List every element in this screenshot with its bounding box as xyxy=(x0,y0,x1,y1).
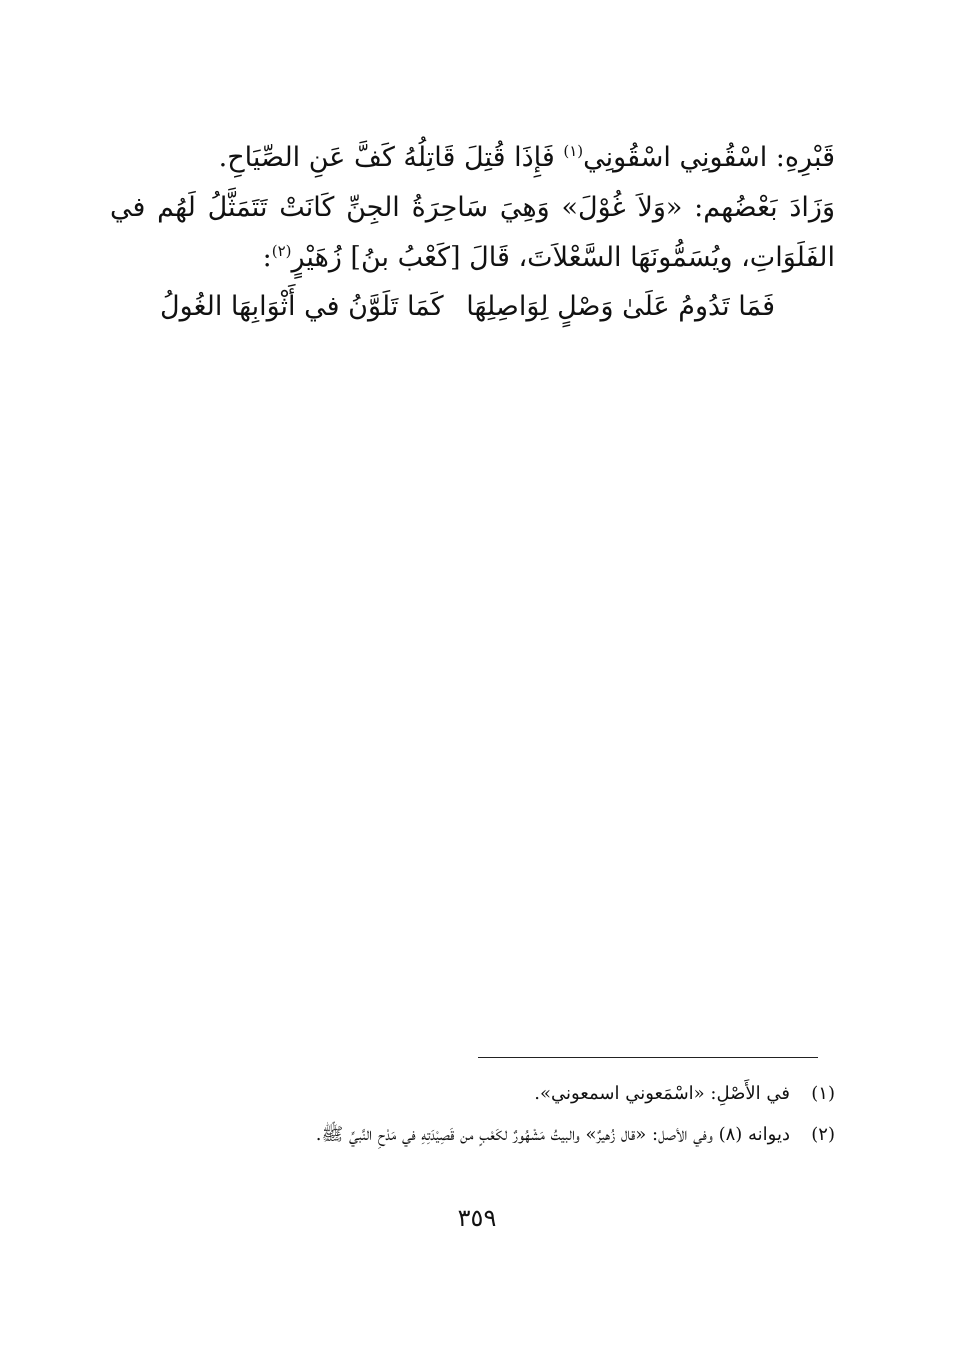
line3-colon: : xyxy=(262,242,272,273)
footnote-1 xyxy=(110,1080,835,1108)
body-line-2: وَزَادَ بَعْضُهم: «وَلاَ غُوْلَ» وَهِيَ سَاحِرَةُ الجِنِّ كَانَتْ تَتَمَثَّلُ لَهُم في xyxy=(110,192,835,223)
line1-text-end: فَإِذَا قُتِلَ قَاتِلُهُ كَفَّ عَنِ الصِّيَاحِ. xyxy=(218,142,564,173)
footnote-2 xyxy=(110,1121,835,1149)
page-number: ٣٥٩ xyxy=(457,1204,497,1232)
line1-text: قَبْرِهِ: اسْقُونِي اسْقُونِي xyxy=(583,142,835,173)
poetry-verse xyxy=(160,285,775,329)
footnote-ref-1: (١) xyxy=(563,142,584,160)
footnote-number: (١) xyxy=(811,1083,835,1104)
verse-first-hemistich: فَمَا تَدُومُ عَلَىٰ وَصْلٍ لِوَاصِلِهَا xyxy=(466,291,775,322)
footnote-number: (٢) xyxy=(811,1124,835,1145)
body-line-3 xyxy=(110,236,835,280)
verse-second-hemistich: كَمَا تَلَوَّنُ في أَثْوَابِهَا الغُولُ xyxy=(160,291,444,322)
line3-text: الفَلَوَاتِ، ويُسَمُّونَهَا السَّعْلاَتَ، قَالَ [كَعْبُ بنُ] زُهَيْرٍ xyxy=(291,242,835,273)
footnote-separator xyxy=(478,1057,818,1058)
footnote-text: ديوانه (٨) وفي الأصل: «قال زُهيرٌ» والبيتُ مَشْهُورٌ لكَعْبٍ من قَصِيْدَتِهِ في مَدْحِ النَّبيِّ ﷺ. xyxy=(315,1124,790,1145)
body-line-1 xyxy=(110,136,835,180)
footnote-text: في الأَصْلِ: «اسْمَعوني اسمعوني». xyxy=(534,1083,790,1104)
footnote-ref-2: (٢) xyxy=(271,242,292,260)
